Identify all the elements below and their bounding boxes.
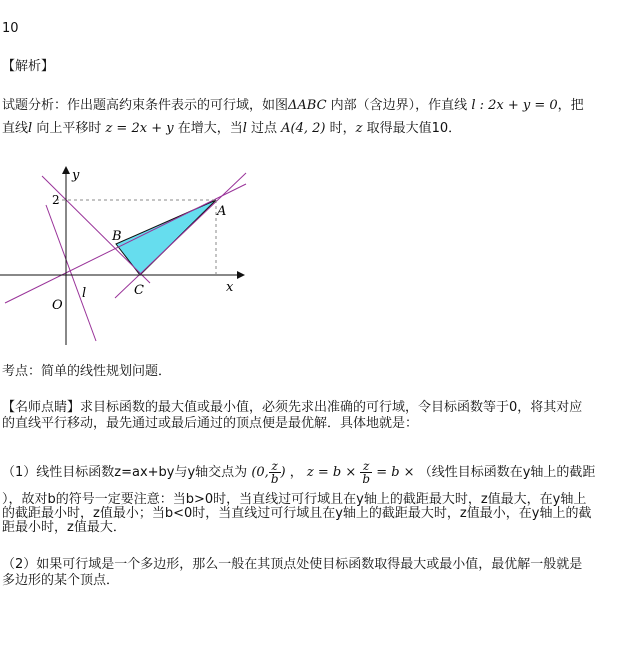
- fraction-denominator: b: [362, 472, 371, 486]
- point-label-c: C: [134, 283, 144, 298]
- separator: ，: [289, 465, 303, 480]
- intersection-paren-open: (0,: [251, 465, 269, 480]
- analysis-text: 试题分析：作出题高约束条件表示的可行域，如图: [2, 98, 289, 113]
- x-axis-label: x: [226, 280, 234, 295]
- analysis-text: 向上平移时: [32, 121, 106, 136]
- point-1-line-3: 的截距最小时，z值最小；当b<0时，当直线过可行域且在y轴上的截距最大时，z值最小，在y轴上的截: [2, 506, 592, 521]
- tips-text: 求目标函数的最大值或最小值，必须先求出准确的可行域，令目标函数等于0，将其对应: [80, 400, 583, 415]
- y-axis-label: y: [72, 168, 80, 183]
- line-l: [46, 205, 96, 341]
- equation-part: = b ×: [376, 465, 415, 480]
- intersection-paren-close: ): [280, 465, 286, 480]
- analysis-text: 过点: [246, 121, 282, 136]
- line-label-l: l: [82, 286, 87, 301]
- variable-z: z: [355, 121, 363, 136]
- fraction-z-over-b: [360, 460, 372, 485]
- fraction-numerator: z: [360, 460, 372, 473]
- line-name: l: [242, 121, 247, 136]
- kaodian: 考点：简单的线性规划问题．: [2, 364, 172, 379]
- fraction-z-over-b: [269, 460, 281, 485]
- tick-label-2: 2: [52, 193, 60, 207]
- tips-line-2: 的直线平行移动，最先通过或最后通过的顶点便是最优解．具体地就是：: [2, 416, 419, 431]
- analysis-text: 取得最大值10．: [362, 121, 462, 136]
- tips-line-1: [2, 399, 582, 416]
- analysis-text: 直线: [2, 121, 29, 136]
- point-2-line-2: 多边形的某个顶点．: [2, 573, 120, 588]
- line-equation: l : 2x + y = 0: [471, 98, 558, 113]
- point-1-text: （线性目标函数在y轴上的截距: [418, 465, 596, 480]
- point-1-line-1: [2, 456, 595, 490]
- analysis-text: 时，: [325, 121, 356, 136]
- analysis-text: ，把: [557, 98, 584, 113]
- equation-part: z = b ×: [306, 465, 357, 480]
- line-name: l: [28, 121, 33, 136]
- line-boundary-ab: [5, 184, 246, 303]
- point-a-coords: A(4, 2): [281, 121, 326, 136]
- analysis-line-1: [2, 97, 584, 114]
- tips-heading: 【名师点睛】: [2, 400, 81, 415]
- analysis-line-2: [2, 120, 461, 137]
- analysis-heading: 【解析】: [2, 59, 55, 74]
- answer-value: 10: [2, 21, 19, 36]
- fraction-denominator: b: [270, 472, 279, 486]
- point-label-a: A: [217, 204, 227, 219]
- point-2-line-1: （2）如果可行域是一个多边形，那么一般在其顶点处使目标函数取得最大或最小值，最优解一般就是: [2, 557, 583, 572]
- origin-label: O: [52, 298, 63, 313]
- point-1-line-2: ），故对b的符号一定要注意：当b>0时，当直线过可行域且在y轴上的截距最大时，z值最大，在y轴上: [2, 492, 587, 507]
- point-1-line-4: 距最小时，z值最大．: [2, 520, 126, 535]
- point-1-text: （1）线性目标函数z=ax+by与y轴交点为: [2, 465, 248, 480]
- feasible-region-figure: [0, 155, 260, 350]
- analysis-text: 在增大，当: [173, 121, 243, 136]
- fraction-numerator: z: [269, 460, 281, 473]
- analysis-text: 内部（含边界），作直线: [326, 98, 472, 113]
- point-label-b: B: [112, 229, 122, 244]
- triangle-label: ΔABC: [288, 98, 327, 113]
- objective-function: z = 2x + y: [105, 121, 174, 136]
